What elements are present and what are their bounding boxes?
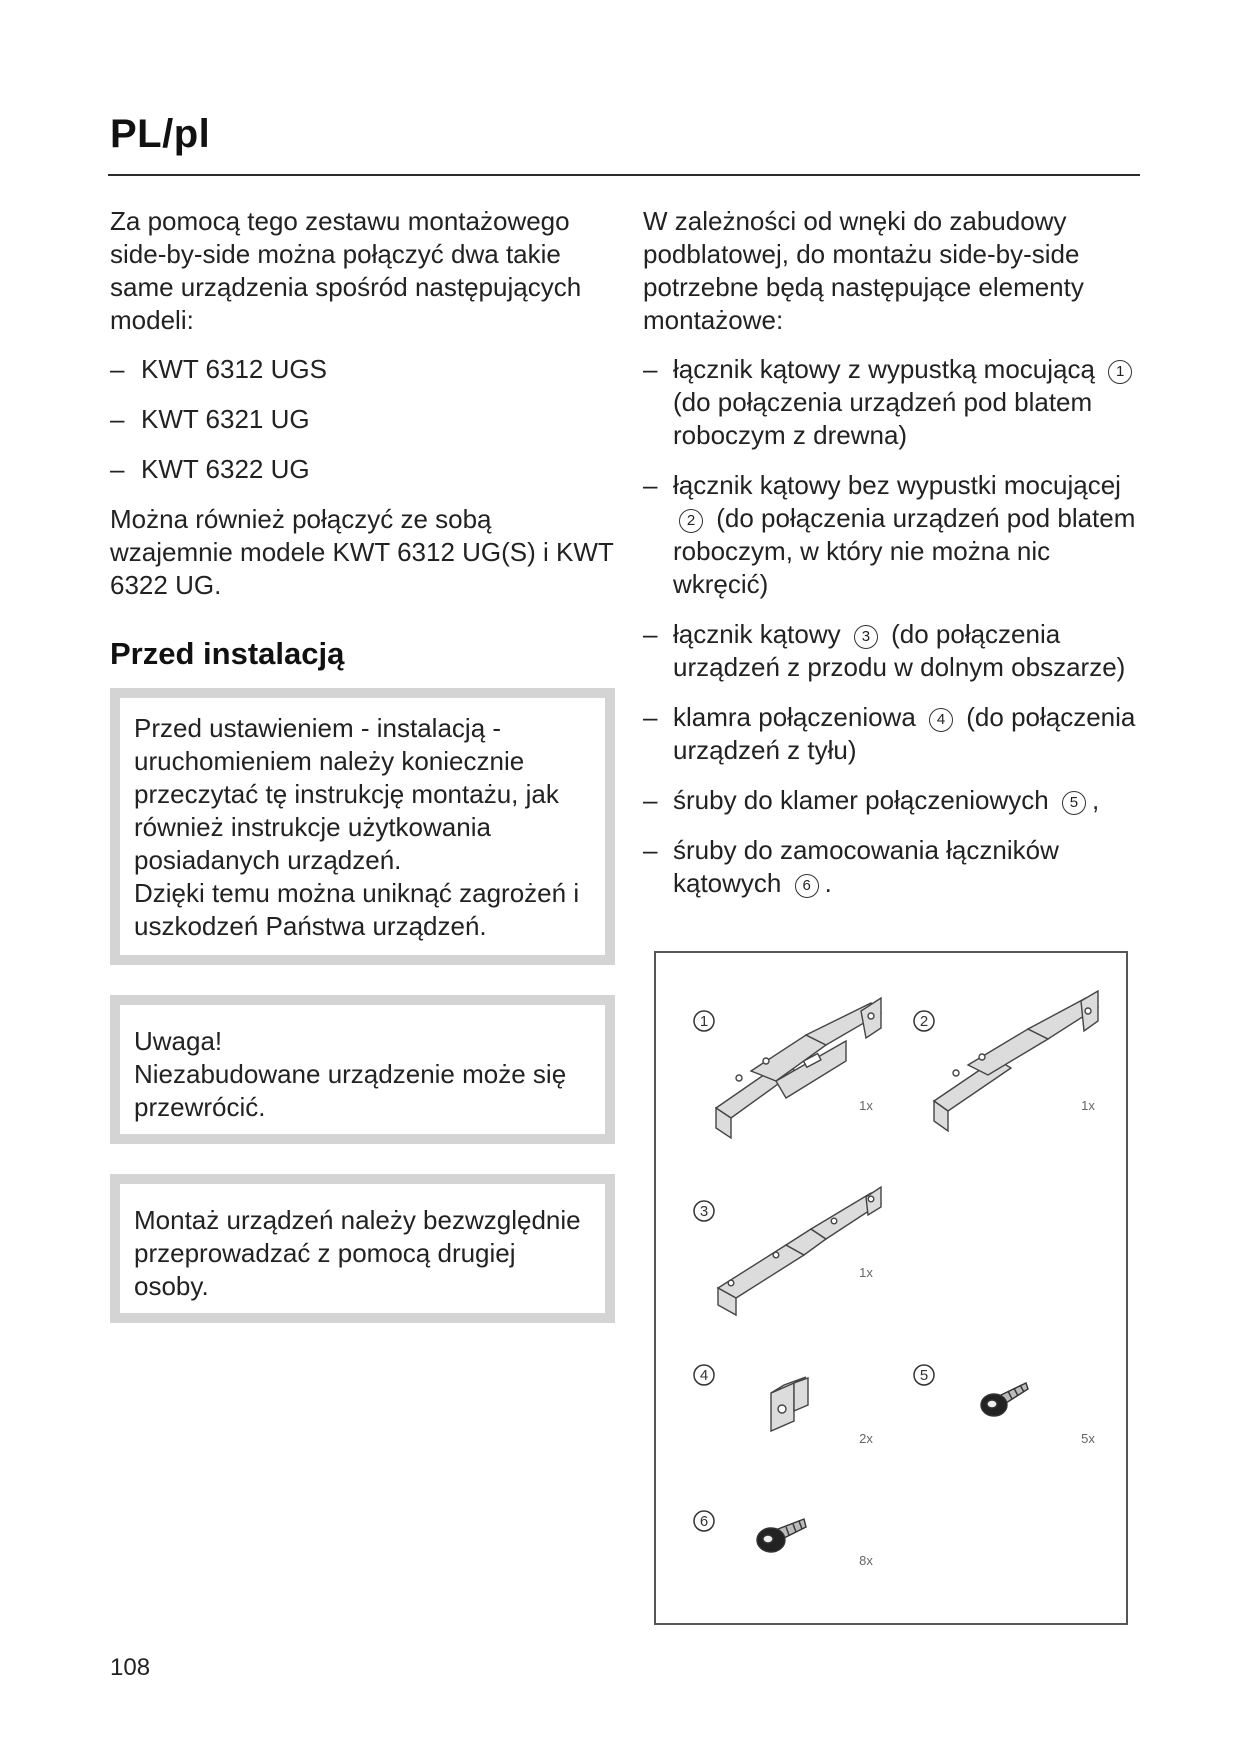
part-number-badge: 3 (854, 625, 878, 649)
part-text: śruby do zamocowania łączników kątowych (673, 835, 1059, 898)
page-title: PL/pl (110, 112, 211, 156)
parts-list (643, 353, 1143, 900)
part-note: (do połączenia urządzeń pod blatem roboczym z drewna) (673, 387, 1093, 450)
part-text: łącznik kątowy bez wypustki mocującej (673, 470, 1121, 500)
notice-box-warning (110, 995, 615, 1144)
notice-box-two-persons (110, 1174, 615, 1323)
part-item (643, 834, 1143, 900)
list-item: – KWT 6312 UGS (110, 353, 615, 386)
page-number: 108 (110, 1654, 151, 1681)
part-text: łącznik kątowy (673, 619, 841, 649)
item-number: 2 (919, 1013, 929, 1030)
right-column (643, 205, 1143, 917)
section-heading: Przed instalacją (110, 636, 345, 671)
part-note: (do połączenia urządzeń pod blatem roboczym, w który nie można nic wkręcić) (673, 503, 1136, 599)
quantity-label: 8x (859, 1553, 873, 1568)
item-number: 6 (699, 1513, 709, 1530)
part-note: (do połączenia urządzeń z przodu w dolnym obszarze) (673, 619, 1126, 682)
quantity-label: 1x (1081, 1098, 1095, 1113)
part-item (643, 784, 1143, 817)
part-item (643, 469, 1143, 601)
part-text: śruby do klamer połączeniowych (673, 785, 1049, 815)
notice-box-read-instructions (110, 688, 615, 965)
part-note: . (824, 868, 832, 898)
angle-bracket-with-tab-icon (716, 998, 881, 1138)
notice-text: Niezabudowane urządzenie może się przewrócić. (134, 1059, 567, 1122)
part-note: (do połączenia urządzeń z tyłu) (673, 702, 1136, 765)
front-angle-bracket-icon (718, 1187, 881, 1315)
part-number-badge: 5 (1062, 791, 1086, 815)
notice-text: Przed ustawieniem - instalacją - uruchomieniem należy koniecznie przeczytać tę instrukcję montażu, jak również instrukcje użytkowania posiadanych urządzeń. (134, 713, 559, 875)
combination-paragraph: Można również połączyć ze sobą wzajemnie modele KWT 6312 UG(S) i KWT 6322 UG. (110, 504, 614, 600)
item-number: 5 (919, 1367, 929, 1384)
notice-text: Montaż urządzeń należy bezwzględnie przeprowadzać z pomocą drugiej osoby. (134, 1205, 581, 1301)
quantity-label: 1x (859, 1265, 873, 1280)
item-number: 4 (699, 1367, 709, 1384)
parts-intro: W zależności od wnęki do zabudowy podblatowej, do montażu side-by-side potrzebne będą następujące elementy montażowe: (643, 206, 1084, 335)
notice-text: Dzięki temu można uniknąć zagrożeń i uszkodzeń Państwa urządzeń. (134, 878, 580, 941)
left-column (110, 205, 615, 1353)
self-tapping-screw-icon (981, 1383, 1028, 1416)
part-item (643, 618, 1143, 684)
quantity-label: 5x (1081, 1431, 1095, 1446)
connection-clip-icon (771, 1377, 808, 1431)
part-text: klamra połączeniowa (673, 702, 916, 732)
bracket-screw-icon (757, 1519, 806, 1552)
item-number: 3 (699, 1203, 709, 1220)
item-number: 1 (699, 1013, 709, 1030)
part-note: , (1091, 785, 1100, 815)
part-number-badge: 6 (795, 874, 819, 898)
warning-title: Uwaga! (134, 1026, 223, 1056)
part-number-badge: 1 (1108, 360, 1132, 384)
list-item: – KWT 6322 UG (110, 453, 615, 486)
parts-drawing (656, 953, 1126, 1623)
part-item (643, 701, 1143, 767)
model-list (110, 353, 615, 486)
part-number-badge: 2 (679, 509, 703, 533)
quantity-label: 2x (859, 1431, 873, 1446)
list-item: – KWT 6321 UG (110, 403, 615, 436)
parts-illustration (654, 951, 1128, 1625)
angle-bracket-without-tab-icon (934, 991, 1098, 1131)
header-rule (108, 174, 1140, 176)
part-item (643, 353, 1143, 452)
part-text: łącznik kątowy z wypustką mocującą (673, 354, 1095, 384)
part-number-badge: 4 (929, 708, 953, 732)
intro-paragraph: Za pomocą tego zestawu montażowego side-by-side można połączyć dwa takie same urządzenia spośród następujących modeli: (110, 206, 582, 335)
quantity-label: 1x (859, 1098, 873, 1113)
